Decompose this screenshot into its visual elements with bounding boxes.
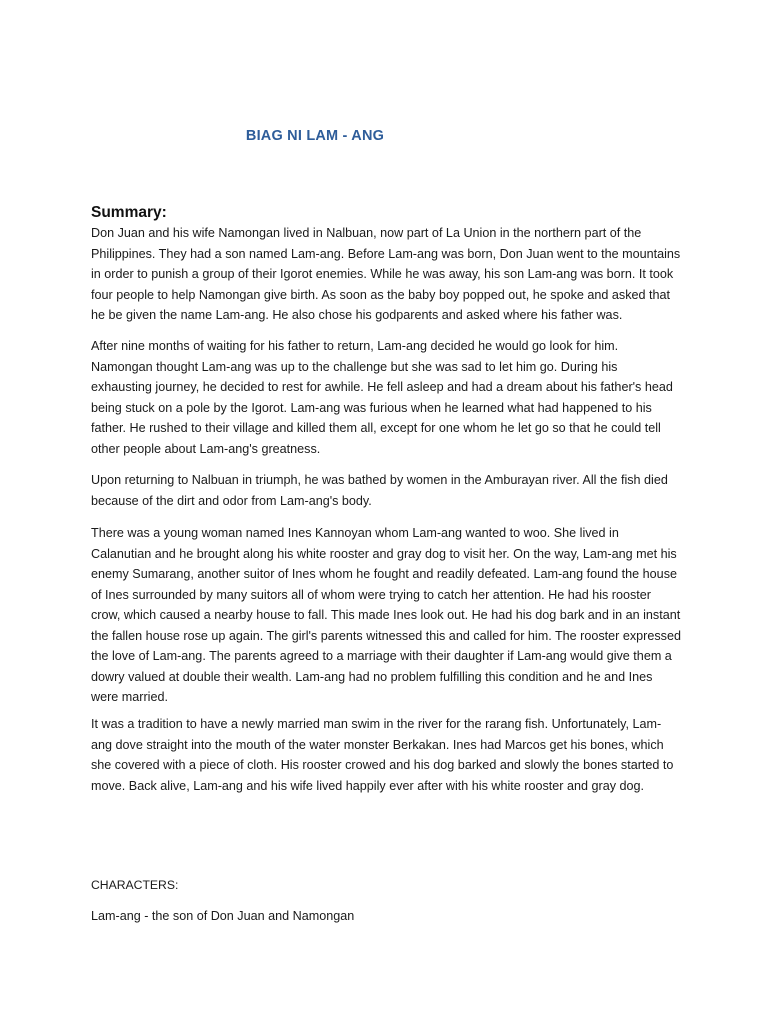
summary-paragraph-2: After nine months of waiting for his father to return, Lam-ang decided he would go look for him. Namongan thought Lam-ang was up to the challenge but she was sad to let him go. During his exhausting journey, he decided to rest for awhile. He fell asleep and had a dream about his father's head being stuck on a pole by the Igorot. Lam-ang was furious when he learned what had happened to his father. He rushed to their village and killed them all, except for one whom he let go so that he could tell other people about Lam-ang's greatness. xyxy=(91,339,673,456)
character-entry: Lam-ang - the son of Don Juan and Namongan xyxy=(91,909,355,923)
summary-paragraph-1: Don Juan and his wife Namongan lived in Nalbuan, now part of La Union in the northern part of the Philippines. They had a son named Lam-ang. Before Lam-ang was born, Don Juan went to the mountains in order to punish a group of their Igorot enemies. While he was away, his son Lam-ang was born. It took four people to help Namongan give birth. As soon as the baby boy popped out, he spoke and asked that he be given the name Lam-ang. He also chose his godparents and asked where his father was. xyxy=(91,226,681,322)
characters-heading: CHARACTERS: xyxy=(91,878,179,892)
document-title: BIAG NI LAM - ANG xyxy=(245,128,385,144)
summary-paragraph-4: There was a young woman named Ines Kannoyan whom Lam-ang wanted to woo. She lived in Calanutian and he brought along his white rooster and gray dog to visit her. On the way, Lam-ang met his enemy Sumarang, another suitor of Ines whom he fought and readily defeated. Lam-ang found the house of Ines surrounded by many suitors all of whom were trying to catch her attention. He had his rooster crow, which caused a nearby house to fall. This made Ines look out. He had his dog bark and in an instant the fallen house rose up again. The girl's parents witnessed this and called for him. The rooster expressed the love of Lam-ang. The parents agreed to a marriage with their daughter if Lam-ang would give them a dowry valued at double their wealth. Lam-ang had no problem fulfilling this condition and he and Ines were married. xyxy=(91,526,681,704)
summary-paragraph-3: Upon returning to Nalbuan in triumph, he was bathed by women in the Amburayan river. All the fish died because of the dirt and odor from Lam-ang's body. xyxy=(91,473,668,508)
summary-heading: Summary: xyxy=(91,204,167,221)
summary-paragraph-5: It was a tradition to have a newly married man swim in the river for the rarang fish. Unfortunately, Lam-ang dove straight into the mouth of the water monster Berkakan. Ines had Marcos get his bones, which she covered with a piece of cloth. His rooster crowed and his dog barked and slowly the bones started to move. Back alive, Lam-ang and his wife lived happily ever after with his white rooster and gray dog. xyxy=(91,717,674,793)
